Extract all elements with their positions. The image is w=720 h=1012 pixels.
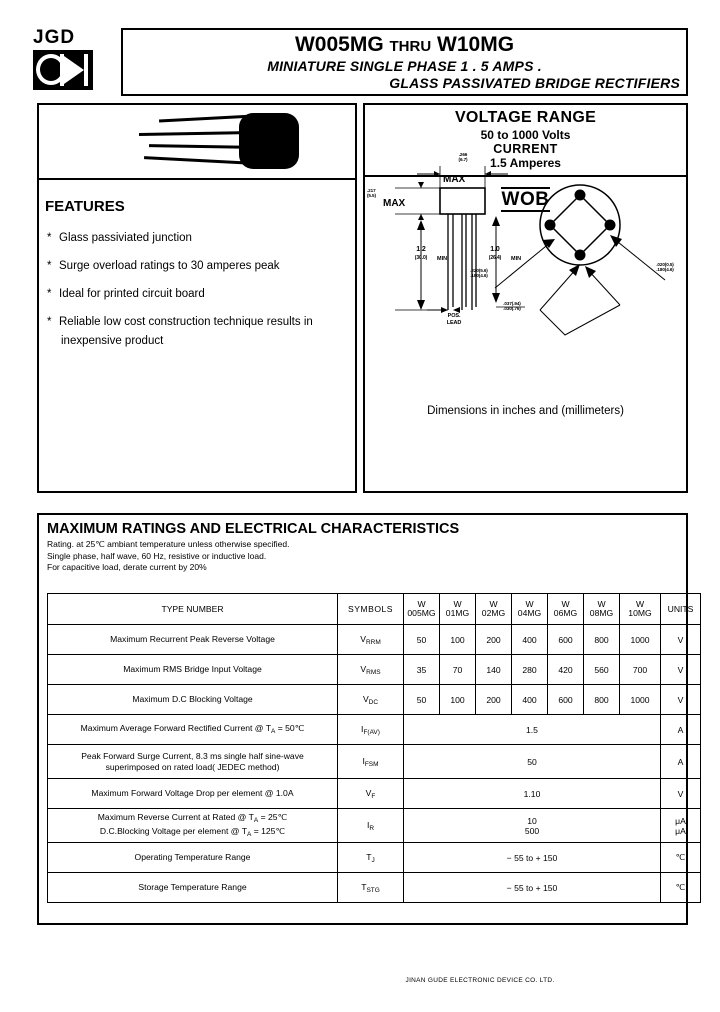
dim-max-top-label: MAX — [443, 174, 466, 185]
col-part-0: W 005MG — [404, 594, 440, 625]
row-value: 560 — [584, 655, 620, 685]
row-symbol: $V_{RRM}$ — [338, 625, 404, 655]
col-part-5: W 08MG — [584, 594, 620, 625]
row-value: 800 — [584, 625, 620, 655]
row-symbol: $V_{DC}$ — [338, 685, 404, 715]
pos-lead-label: POS. LEAD — [446, 313, 462, 326]
feature-item — [47, 315, 355, 349]
col-type-number: TYPE NUMBER — [48, 594, 338, 625]
row-units: V — [661, 655, 701, 685]
row-value: 700 — [620, 655, 661, 685]
dim-lead-length-left: 1.2 (30.0) — [414, 246, 428, 261]
row-units: A — [661, 715, 701, 745]
table-row — [48, 745, 701, 779]
features-title: FEATURES — [45, 198, 125, 215]
feature-text: Reliable low cost construction technique results in — [59, 316, 313, 328]
row-symbol: $I_R$ — [338, 809, 404, 843]
bridge-rectifier-logo-icon — [33, 50, 93, 90]
col-part-3: W 04MG — [512, 594, 548, 625]
row-value: 140 — [476, 655, 512, 685]
voltage-range-title: VOLTAGE RANGE — [454, 109, 597, 126]
row-value-span: − 55 to + 150 — [404, 843, 661, 873]
row-value-span: 10 500 — [404, 809, 661, 843]
row-value-span: 50 — [404, 745, 661, 779]
row-units: V — [661, 685, 701, 715]
row-value: 70 — [440, 655, 476, 685]
bullet-icon: * — [47, 288, 52, 300]
row-value: 400 — [512, 625, 548, 655]
thru-label: THRU — [389, 38, 432, 55]
subtitle-line-2: GLASS PASSIVATED BRIDGE RECTIFIERS — [389, 75, 680, 91]
dim-height: .217 (5.5) — [367, 188, 376, 199]
col-part-4: W 06MG — [548, 594, 584, 625]
row-value: 800 — [584, 685, 620, 715]
table-row — [48, 779, 701, 809]
row-units: ℃ — [661, 843, 701, 873]
company-logo — [33, 28, 115, 96]
row-value: 1000 — [620, 685, 661, 715]
row-symbol: $V_F$ — [338, 779, 404, 809]
footer-text: JINAN GUDE ELECTRONIC DEVICE CO. LTD. — [405, 977, 555, 984]
col-units: UNITS — [661, 594, 701, 625]
lead-graphic — [149, 144, 254, 149]
row-desc: Storage Temperature Range — [48, 873, 338, 903]
row-value: 420 — [548, 655, 584, 685]
ratings-panel — [37, 513, 694, 925]
feature-item — [47, 287, 355, 302]
row-value: 280 — [512, 655, 548, 685]
table-row — [48, 625, 701, 655]
ratings-note: For capacitive load, derate current by 20% — [47, 562, 207, 572]
min-label-right: MIN — [511, 256, 522, 262]
row-value: 100 — [440, 685, 476, 715]
row-symbol: $T_J$ — [338, 843, 404, 873]
table-row — [48, 873, 701, 903]
col-part-2: W 02MG — [476, 594, 512, 625]
bullet-icon: * — [47, 232, 52, 244]
lead-graphic — [139, 131, 254, 136]
row-value-span: 1.5 — [404, 715, 661, 745]
title-box — [121, 28, 688, 96]
subtitle-line-1: MINIATURE SINGLE PHASE 1 . 5 AMPS . — [267, 58, 542, 74]
row-symbol: $V_{RMS}$ — [338, 655, 404, 685]
page-header — [33, 28, 688, 96]
row-desc: Maximum Recurrent Peak Reverse Voltage — [48, 625, 338, 655]
ratings-note: Rating. at 25℃ ambiant temperature unless otherwise specified. — [47, 539, 290, 549]
feature-text: Surge overload ratings to 30 amperes peak — [59, 260, 280, 272]
feature-text: Glass passiviated junction — [59, 232, 192, 244]
dim-width: .266 (6.7) — [458, 152, 468, 163]
row-desc: Operating Temperature Range — [48, 843, 338, 873]
col-part-1: W 01MG — [440, 594, 476, 625]
row-value: 200 — [476, 625, 512, 655]
feature-text: Ideal for printed circuit board — [59, 288, 205, 300]
dimension-units-note: Dimensions in inches and (millimeters) — [427, 405, 624, 417]
row-units: ℃ — [661, 873, 701, 903]
bullet-icon: * — [47, 260, 52, 272]
part-number-title — [123, 33, 686, 57]
row-desc: Maximum RMS Bridge Input Voltage — [48, 655, 338, 685]
row-value: 100 — [440, 625, 476, 655]
row-units: V — [661, 779, 701, 809]
features-panel — [37, 103, 357, 493]
row-desc: Peak Forward Surge Current, 8.3 ms single half sine-wave superimposed on rated load( JEDEC method) — [48, 745, 338, 779]
page-footer — [0, 977, 720, 984]
row-desc: Maximum Reverse Current at Rated @ $T_A$ = 25℃ D.C.Blocking Voltage per element @ $T_A$ = 125℃ — [48, 809, 338, 843]
row-value: 600 — [548, 625, 584, 655]
product-photo — [39, 105, 355, 180]
current-label: CURRENT — [493, 142, 558, 156]
row-units: A — [661, 745, 701, 779]
row-value: 35 — [404, 655, 440, 685]
package-panel — [363, 103, 688, 493]
dim-inset-right: .020(0.5) .180(4.6) — [656, 262, 674, 273]
row-symbol: $T_{STG}$ — [338, 873, 404, 903]
feature-item — [47, 259, 355, 274]
table-row — [48, 715, 701, 745]
dim-lead-length-right: 1.0 (26.4) — [488, 246, 502, 261]
part-to: W10MG — [437, 33, 515, 56]
row-value: 1000 — [620, 625, 661, 655]
part-from: W005MG — [294, 33, 384, 56]
row-value-span: − 55 to + 150 — [404, 873, 661, 903]
row-symbol: $I_{F(AV)}$ — [338, 715, 404, 745]
table-row — [48, 809, 701, 843]
outline-drawing-svg — [365, 150, 686, 405]
row-symbol: $I_{FSM}$ — [338, 745, 404, 779]
col-symbols: SYMBOLS — [338, 594, 404, 625]
dim-lead-thickness: .037(.94) .030(.76) — [503, 301, 521, 312]
row-value: 200 — [476, 685, 512, 715]
dim-max-left-label: MAX — [383, 198, 406, 209]
row-value: 600 — [548, 685, 584, 715]
feature-text-continuation: inexpensive product — [61, 335, 164, 347]
specifications-table — [47, 593, 701, 903]
current-value: 1.5 Amperes — [490, 156, 561, 170]
feature-item — [47, 231, 355, 246]
dim-inset-left: .220(5.6) .180(4.6) — [470, 268, 488, 279]
ratings-title: MAXIMUM RATINGS AND ELECTRICAL CHARACTERISTICS — [47, 521, 460, 537]
row-value: 50 — [404, 625, 440, 655]
voltage-range-value: 50 to 1000 Volts — [480, 128, 571, 142]
row-value: 50 — [404, 685, 440, 715]
row-desc: Maximum D.C Blocking Voltage — [48, 685, 338, 715]
col-part-6: W 10MG — [620, 594, 661, 625]
row-desc: Maximum Average Forward Rectified Current @ $T_A$ = 50℃ — [48, 715, 338, 745]
row-value-span: 1.10 — [404, 779, 661, 809]
row-units: μA μA — [661, 809, 701, 843]
table-row — [48, 655, 701, 685]
row-value: 400 — [512, 685, 548, 715]
row-desc: Maximum Forward Voltage Drop per element @ 1.0A — [48, 779, 338, 809]
ratings-note: Single phase, half wave, 60 Hz, resistive or inductive load. — [47, 550, 267, 561]
case-style-text: WOB — [501, 189, 550, 210]
logo-text: JGD — [33, 27, 76, 48]
lead-graphic — [144, 156, 254, 165]
bullet-icon: * — [47, 316, 52, 328]
row-units: V — [661, 625, 701, 655]
table-row — [48, 685, 701, 715]
mechanical-drawing — [365, 150, 686, 405]
table-row — [48, 843, 701, 873]
features-list — [47, 231, 355, 349]
min-label-left: MIN — [437, 256, 448, 262]
